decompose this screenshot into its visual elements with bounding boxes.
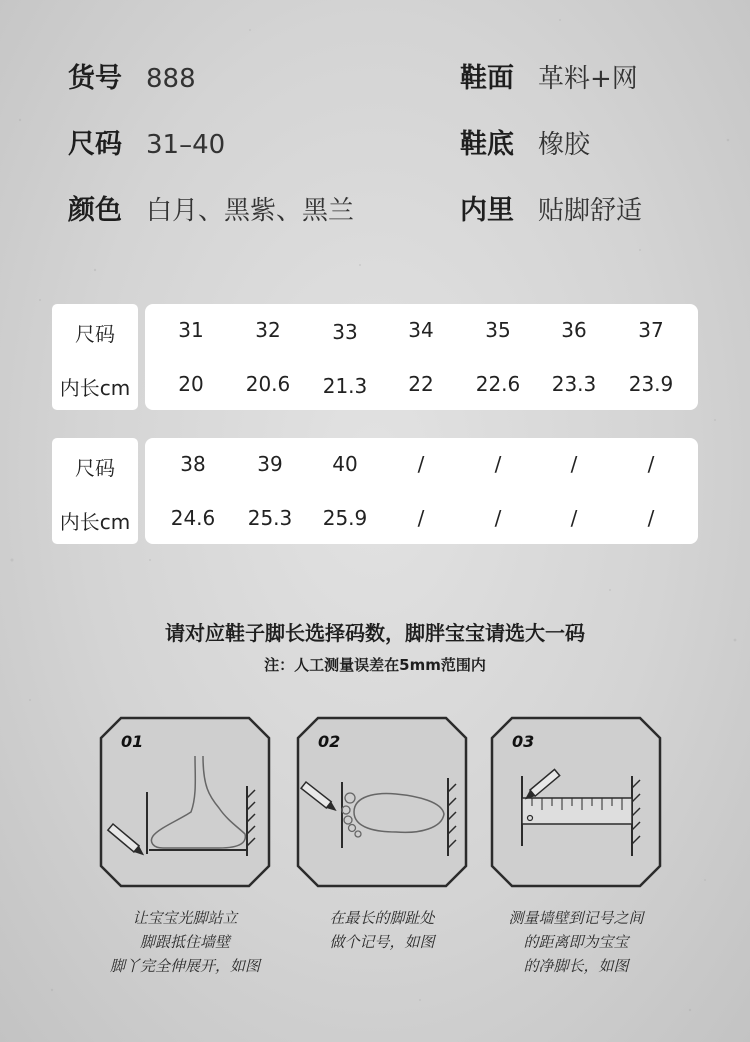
spec-label: 内里 [460,195,514,226]
length-cell: 20 [178,372,204,396]
step-line: 在最长的脚趾处 [329,909,435,927]
length-cell: 21.3 [322,374,368,398]
spec-item-size [68,122,225,161]
size-table-header [52,438,138,544]
step-line: 做个记号，如图 [329,933,435,951]
spec-value: 888 [146,64,196,94]
size-cell: / [417,452,425,476]
length-cell: 23.9 [628,372,674,396]
spec-label: 鞋面 [460,63,514,94]
length-cell: / [494,506,502,530]
size-table-body [145,438,698,544]
size-cell: 33 [332,320,358,344]
header-length-label: 内长cm [59,510,131,534]
spec-item-number [68,56,196,95]
length-cell: / [647,506,655,530]
step-number: 01 [121,732,144,751]
length-cell: 23.3 [551,372,597,396]
length-cell: / [417,506,425,530]
measurement-error-note: 注：人工测量误差在5mm范围内 [264,656,486,674]
step-line: 脚丫完全伸展开，如图 [109,957,260,975]
spec-value: 革料+网 [538,64,638,94]
step-2-instructions [282,906,482,954]
step-line: 的净脚长，如图 [523,957,629,975]
step-line: 测量墙壁到记号之间 [508,909,644,927]
size-cell: 39 [257,452,283,476]
step-card-1 [99,716,271,888]
size-table-header [52,304,138,410]
header-length-label: 内长cm [59,376,131,400]
step-line: 的距离即为宝宝 [523,933,629,951]
step-card-2 [296,716,468,888]
size-cell: / [494,452,502,476]
size-cell: 32 [255,318,281,342]
size-cell: 31 [178,318,204,342]
spec-label: 尺码 [68,129,122,160]
size-cell: / [647,452,655,476]
header-size-label: 尺码 [75,456,115,480]
length-cell: 24.6 [170,506,216,530]
spec-item-upper [460,56,638,95]
size-cell: 38 [180,452,206,476]
spec-label: 鞋底 [460,129,514,160]
length-cell: 25.9 [322,506,368,530]
length-cell: / [570,506,578,530]
header-size-label: 尺码 [75,322,115,346]
spec-item-sole [460,122,590,161]
size-cell: / [570,452,578,476]
spec-value: 31–40 [146,130,226,160]
spec-label: 货号 [68,63,122,94]
size-advice-title: 请对应鞋子脚长选择码数，脚胖宝宝请选大一码 [165,621,585,645]
size-cell: 34 [408,318,434,342]
size-cell: 36 [561,318,587,342]
spec-value: 橡胶 [538,130,591,160]
size-cell: 37 [638,318,664,342]
length-cell: 20.6 [245,372,291,396]
spec-item-lining [460,188,642,227]
size-table-1 [52,304,698,410]
step-line: 让宝宝光脚站立 [132,909,238,927]
length-cell: 22.6 [475,372,521,396]
size-cell: 35 [485,318,511,342]
step-card-3 [490,716,662,888]
size-table-2 [52,438,698,544]
length-cell: 25.3 [247,506,293,530]
size-table-body [145,304,698,410]
spec-value: 贴脚舒适 [538,196,643,226]
spec-label: 颜色 [68,195,122,226]
spec-value: 白月、黑紫、黑兰 [146,196,355,226]
length-cell: 22 [408,372,434,396]
step-line: 脚跟抵住墙壁 [139,933,230,951]
step-3-instructions [476,906,676,978]
step-number: 03 [512,732,535,751]
step-number: 02 [318,732,341,751]
size-cell: 40 [332,452,358,476]
step-1-instructions [85,906,285,978]
spec-item-color [68,188,354,227]
